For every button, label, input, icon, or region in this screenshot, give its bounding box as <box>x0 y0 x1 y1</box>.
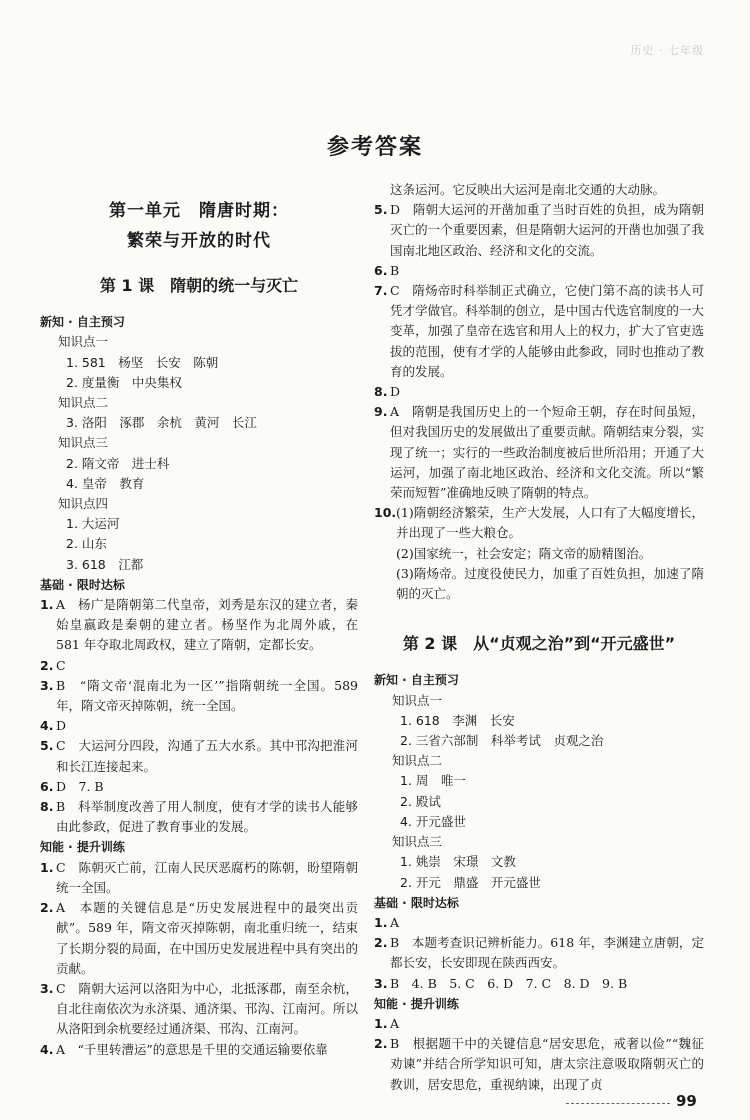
answer-item <box>374 382 704 402</box>
answer-item <box>374 1014 704 1034</box>
item-text: 这条运河。它反映出大运河是南北交通的大动脉。 <box>390 182 666 197</box>
item-text: B 科举制度改善了用人制度，使有才学的读书人能够由此参政，促进了教育事业的发展。 <box>56 799 358 835</box>
item-text: B 本题考查识记辨析能力。618 年，李渊建立唐朝，定都长安，长安即现在陕西西安。 <box>390 935 704 971</box>
answer-item <box>374 1034 704 1095</box>
item-text: D 7. B <box>56 778 104 794</box>
item-number: 7. <box>374 283 388 299</box>
item-number: 6. <box>374 262 388 278</box>
answer-line: 1. 姚崇 宋璟 文教 <box>400 854 516 870</box>
item-number: 8. <box>40 799 54 815</box>
item-text: A 本题的关键信息是“历史发展进程中的最突出贡献”。589 年，隋文帝灭掉陈朝，南北重归统一，结束了长期分裂的局面，在中国历史发展进程中具有突出的贡献。 <box>56 900 358 976</box>
item-text: C 大运河分四段，沟通了五大水系。其中邗沟把淮河和长江连接起来。 <box>56 738 358 774</box>
lesson1-title: 第 1 课 隋朝的统一与灭亡 <box>99 276 299 295</box>
answer-item <box>40 777 358 797</box>
item-text: D <box>390 384 401 400</box>
answer-item <box>40 898 358 979</box>
answer-line: 2. 山东 <box>66 536 107 552</box>
answer-line: 3. 洛阳 涿郡 余杭 黄河 长江 <box>66 415 257 431</box>
item-number: 3. <box>40 980 54 996</box>
answer-item <box>374 281 704 382</box>
item-number: 4. <box>40 1041 54 1057</box>
item-text: B 4. B 5. C 6. D 7. C 8. D 9. B <box>390 975 628 991</box>
item-number: 2. <box>40 900 54 916</box>
answer-item <box>40 656 358 676</box>
answer-item <box>374 933 704 973</box>
knowledge-point-label: 知识点一 <box>58 334 109 350</box>
item-number: 4. <box>40 718 54 734</box>
answer-item <box>40 858 358 898</box>
left-column <box>40 180 358 1060</box>
answer-item <box>40 1040 358 1060</box>
item-text: C 隋朝大运河以洛阳为中心，北抵涿郡，南至余杭，自北往南依次为永济渠、通济渠、邗沟、江南河。所以从洛阳到余杭要经过通济渠、邗沟、江南河。 <box>56 980 358 1037</box>
item-number: 2. <box>374 935 388 951</box>
answer-item <box>374 200 704 261</box>
item-number: 9. <box>374 404 388 420</box>
knowledge-point-label: 知识点二 <box>392 753 443 769</box>
answer-line: 1. 周 唯一 <box>400 773 466 789</box>
item-number: 5. <box>374 202 388 218</box>
answer-item <box>40 676 358 716</box>
answer-item <box>40 716 358 736</box>
item-number: 8. <box>374 384 388 400</box>
item-text: (1)隋朝经济繁荣，生产大发展，人口有了大幅度增长，并出现了一些大粮仓。 <box>396 505 704 541</box>
lesson2-title: 第 2 课 从“贞观之治”到“开元盛世” <box>402 634 676 654</box>
answer-line: 4. 皇帝 教育 <box>66 475 145 491</box>
item-text: A “千里转漕运”的意思是千里的交通运输要依靠 <box>56 1041 328 1057</box>
section-heading: 知能 · 提升训练 <box>374 996 459 1011</box>
right-column <box>374 180 704 1095</box>
answer-line: 1. 618 李渊 长安 <box>400 712 515 728</box>
answer-line: 1. 大运河 <box>66 516 120 532</box>
item-text: A 隋朝是我国历史上的一个短命王朝，存在时间虽短，但对我国历史的发展做出了重要贡献。隋朝结束分裂，实现了统一；实行的一些政治制度被后世所沿用；开通了大运河，加强了南北地区政治、经济和文化交流。所以“繁荣而短暂”准确地反映了隋朝的特点。 <box>390 404 704 501</box>
answer-line: 4. 开元盛世 <box>400 813 466 829</box>
item-number: 1. <box>40 859 54 875</box>
item-number: 1. <box>374 914 388 930</box>
knowledge-point-label: 知识点三 <box>392 834 443 850</box>
item-number: 2. <box>40 657 54 673</box>
item-number: 5. <box>40 738 54 754</box>
answer-item <box>374 974 704 994</box>
item-number: 3. <box>40 677 54 693</box>
unit-title-line2: 繁荣与开放的时代 <box>127 231 271 251</box>
answer-item <box>40 979 358 1040</box>
item-number: 3. <box>374 975 388 991</box>
footer-divider <box>566 1103 670 1104</box>
item-text: C <box>56 657 66 673</box>
answer-item <box>40 595 358 656</box>
answer-item <box>374 503 704 543</box>
item-text: D 隋朝大运河的开凿加重了当时百姓的负担，成为隋朝灭亡的一个重要因素，但是隋朝大运河的开凿也加强了我国南北地区政治、经济和文化的交流。 <box>390 202 704 258</box>
answer-continuation <box>374 180 704 200</box>
item-text: B “隋文帝‘混南北为一区’”指隋朝统一全国。589 年，隋文帝灭掉陈朝，统一全国。 <box>56 677 358 714</box>
item-text: B <box>390 262 400 278</box>
item-number: 10. <box>374 505 397 521</box>
answer-item <box>40 797 358 837</box>
page-title: 参考答案 <box>326 134 423 160</box>
section-heading: 基础 · 限时达标 <box>40 577 125 592</box>
section-heading: 知能 · 提升训练 <box>40 840 125 855</box>
knowledge-point-label: 知识点三 <box>58 435 109 451</box>
answer-item <box>40 736 358 776</box>
answer-item <box>374 913 704 933</box>
answer-line: 2. 开元 鼎盛 开元盛世 <box>400 874 541 890</box>
item-text: C 陈朝灭亡前，江南人民厌恶腐朽的陈朝，盼望隋朝统一全国。 <box>56 859 358 895</box>
answer-line: 2. 隋文帝 进士科 <box>66 455 170 471</box>
section-heading: 新知 · 自主预习 <box>374 673 459 688</box>
page-number: 99 <box>676 1092 697 1110</box>
answer-line: 2. 度量衡 中央集权 <box>66 374 182 390</box>
answer-item <box>374 402 704 503</box>
item-number: 1. <box>374 1015 388 1031</box>
answer-line: 2. 殿试 <box>400 793 441 809</box>
item-number: 2. <box>374 1036 388 1052</box>
answer-line: 1. 581 杨坚 长安 陈朝 <box>66 354 219 370</box>
item-text: A 杨广是隋朝第二代皇帝，刘秀是东汉的建立者，秦始皇嬴政是秦朝的建立者。杨坚作为北周外戚，在 581 年夺取北周政权，建立了隋朝，定都长安。 <box>56 597 358 653</box>
knowledge-point-label: 知识点二 <box>58 395 109 411</box>
item-number: 1. <box>40 597 54 613</box>
section-heading: 基础 · 限时达标 <box>374 895 459 910</box>
answer-subline: (3)隋炀帝。过度役使民力，加重了百姓负担，加速了隋朝的灭亡。 <box>396 565 704 602</box>
item-text: D <box>56 718 67 734</box>
answer-line: 3. 618 江都 <box>66 556 144 572</box>
item-text: C 隋炀帝时科举制正式确立，它使门第不高的读书人可凭才学做官。科举制的创立，是中国古代选官制度的一大变革，加强了皇帝在选官和用人上的权力，扩大了官吏选拔的范围，使有才学的人能够由此参政，同时也推动了教育的发展。 <box>390 283 704 379</box>
knowledge-point-label: 知识点一 <box>392 692 443 708</box>
answer-subline: (2)国家统一，社会安定；隋文帝的励精图治。 <box>396 545 652 561</box>
answer-item <box>374 261 704 281</box>
running-header: 历史 · 七年级 <box>630 44 704 57</box>
unit-title-line1: 第一单元 隋唐时期： <box>109 201 289 221</box>
section-heading: 新知 · 自主预习 <box>40 315 125 330</box>
answer-line: 2. 三省六部制 科举考试 贞观之治 <box>400 733 604 749</box>
item-text: B 根据题干中的关键信息“居安思危，戒奢以俭”“魏征劝谏”并结合所学知识可知，唐太宗注意吸取隋朝灭亡的教训，居安思危，重视纳谏，出现了贞 <box>390 1036 704 1092</box>
item-text: A <box>390 914 400 930</box>
item-text: A <box>390 1015 400 1031</box>
knowledge-point-label: 知识点四 <box>58 496 109 512</box>
item-number: 6. <box>40 778 54 794</box>
